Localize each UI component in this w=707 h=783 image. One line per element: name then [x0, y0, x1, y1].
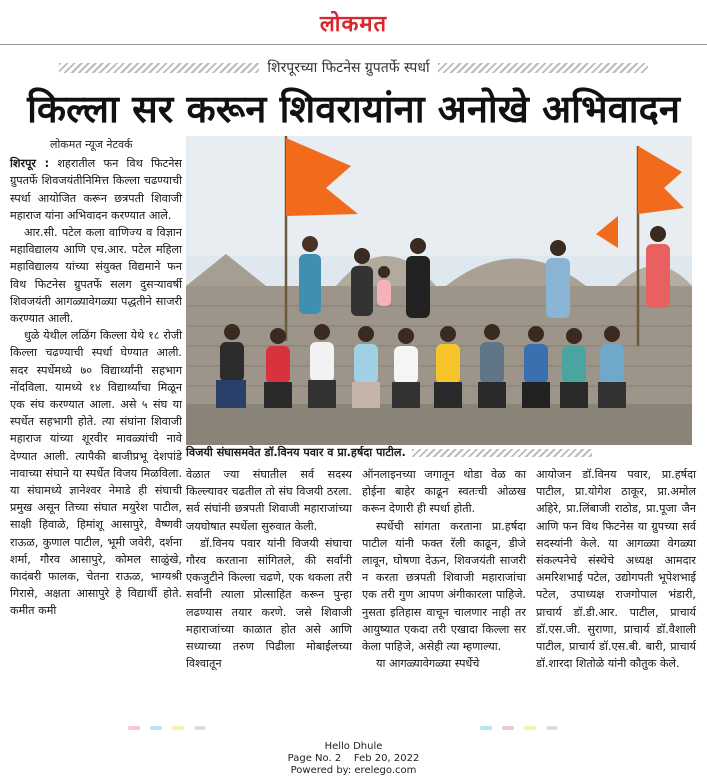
page-info: Page No. 2 Feb 20, 2022: [287, 753, 420, 764]
paragraph: वेळात ज्या संघातील सर्व सदस्य किल्ल्यावर चढतील तो संघ विजयी ठरला. सर्व संघांनी छत्रपती शिवाजी महाराजांच्या जयघोषात स्पर्धेला सुरुवात केली.: [186, 468, 352, 533]
paragraph: ऑनलाइनच्या जगातून थोडा वेळ का होईना बाहेर काढून स्वतःची ओळख करून देणारी ही स्पर्धा होती.: [362, 468, 526, 516]
print-registration-mark: [150, 726, 162, 730]
dateline: शिरपूर :: [10, 157, 50, 171]
print-registration-mark: [546, 726, 558, 730]
edition-name: Hello Dhule: [324, 741, 383, 752]
print-registration-mark: [480, 726, 492, 730]
print-registration-mark: [502, 726, 514, 730]
paragraph-text: शहरातील फन विथ फिटनेस ग्रुपतर्फे शिवजयंतीनिमित्त किल्ला चढण्याची स्पर्धा आयोजित करून छत्रपती शिवाजी महाराज यांना अभिवादन करण्यात आले.: [10, 157, 182, 222]
paragraph: धुळे येथील लळिंग किल्ला येथे १८ रोजी किल्ला चढण्याची स्पर्धा घेण्यात आली. सदर स्पर्धेमध्ये ७० विद्यार्थ्यांनी सहभाग नोंदविला. यामध्ये १४ विद्यार्थ्यांचा मिळून एक संघ करण्यात आला. असे ५ संघ या स्पर्धेत सहभागी होते. त्या संघांना शिवाजी महाराज यांच्या शूरवीर मावळ्यांची नावे देण्यात आली. त्यापैकी बाजीप्रभू देशपांडे नावाच्या संघाने या स्पर्धेत विजय मिळविला. या संघामध्ये ज्ञानेश्वर नेमाडे ही संघाची प्रमुख असून तिच्या संघात मयुरेश पाटील, साक्षी हिवाळे, हिमांशू आसापुरे, वैष्णवी राऊळ, कुणाल पाटील, भूमी जवेरी, दर्शना शर्मा, गौरव आसापुरे, कोमल साळुंखे, कादंबरी फालक, चेतना राऊळ, भाग्यश्री गिरासे, अक्षता आसापुरे हे विद्यार्थी होते. कमीत कमी: [10, 329, 182, 618]
masthead-logo: लोकमत: [319, 12, 388, 37]
paragraph: डॉ.विनय पवार यांनी विजयी संघाचा गौरव करताना सांगितले, की सर्वांनी एकजुटीने किल्ला चढणे, एक थकला तरी सर्वांनी त्याला प्रोत्साहित करून पुन्हा लढण्यास तयार करणे. जसे शिवाजी महाराजांच्या काळात होत असे आणि सध्याच्या तरुण पिढीला मोबाईलच्या विश्वातून: [186, 536, 352, 671]
photo-illustration: [186, 136, 692, 445]
paragraph: आयोजन डॉ.विनय पवार, प्रा.हर्षदा पाटील, प्रा.योगेश ठाकूर, प्रा.अमोल अहिरे, प्रा.लिंबाजी राठोड, प्रा.पूजा जैन आणि फन विथ फिटनेस या ग्रुपच्या सर्व सदस्यांनी केले. या आगळ्या वेगळ्या संकल्पनेचे संस्थेचे अध्यक्ष आमदार अमरिशभाई पटेल, उद्योगपती भूपेशभाई पटेल, उपाध्यक्ष राजगोपाल भंडारी, प्राचार्य डॉ.डी.आर. पाटील, प्राचार्य डॉ.एस.जी. सुराणा, प्राचार्य डॉ.वैशाली पाटील, प्राचार्य डॉ.एस.बी. बारी, प्राचार्य डॉ.शारदा शितोळे यांनी कौतुक केले.: [536, 468, 696, 671]
paragraph: या आगळ्यावेगळ्या स्पर्धेचे: [376, 657, 480, 671]
paragraph: आर.सी. पटेल कला वाणिज्य व विज्ञान महाविद्यालय आणि एच.आर. पटेल महिला महाविद्यालय यांच्या संयुक्त विद्यमाने फन विथ फिटनेस ग्रुपतर्फे सलग दुसऱ्यावर्षी शिवजयंती आगळ्यावेगळ्या पद्धतीने साजरी करण्यात आली.: [10, 226, 182, 326]
print-registration-mark: [172, 726, 184, 730]
article-column-2: [186, 466, 352, 672]
photo-caption: [186, 446, 692, 460]
powered-by: Powered by: erelego.com: [290, 765, 417, 776]
masthead-rule: [0, 44, 707, 45]
article-column-3: [362, 466, 526, 672]
article-column-4: [536, 466, 696, 672]
print-registration-mark: [194, 726, 206, 730]
kicker-text: शिरपूरच्या फिटनेस ग्रुपतर्फे स्पर्धा: [267, 60, 430, 76]
paragraph: [10, 155, 182, 224]
print-registration-mark: [128, 726, 140, 730]
kicker-rule-left: [59, 63, 259, 73]
kicker: [0, 58, 707, 77]
kicker-rule-right: [438, 63, 648, 73]
caption-text: विजयी संघासमवेत डॉ.विनय पवार व प्रा.हर्षदा पाटील.: [186, 446, 406, 459]
news-photo: [186, 136, 692, 445]
paragraph: स्पर्धेची सांगता करताना प्रा.हर्षदा पाटील यांनी फक्त रॅली काढून, डीजे लावून, घोषणा देऊन, शिवजयंती साजरी न करता छत्रपती शिवाजी महाराजांचा एक तरी गुण आपण अंगीकारला पाहिजे. नुसता इतिहास वाचून चालणार नाही तर आयुष्यात एकदा तरी एखादा किल्ला सर केला पाहिजे, असेही त्या म्हणाल्या.: [362, 519, 526, 654]
caption-rule: [412, 449, 592, 457]
page-footer: [0, 741, 707, 777]
headline: किल्ला सर करून शिवरायांना अनोखे अभिवादन: [27, 87, 680, 131]
article-column-1: [10, 136, 182, 620]
byline: लोकमत न्यूज नेटवर्क: [50, 138, 133, 151]
print-registration-mark: [524, 726, 536, 730]
